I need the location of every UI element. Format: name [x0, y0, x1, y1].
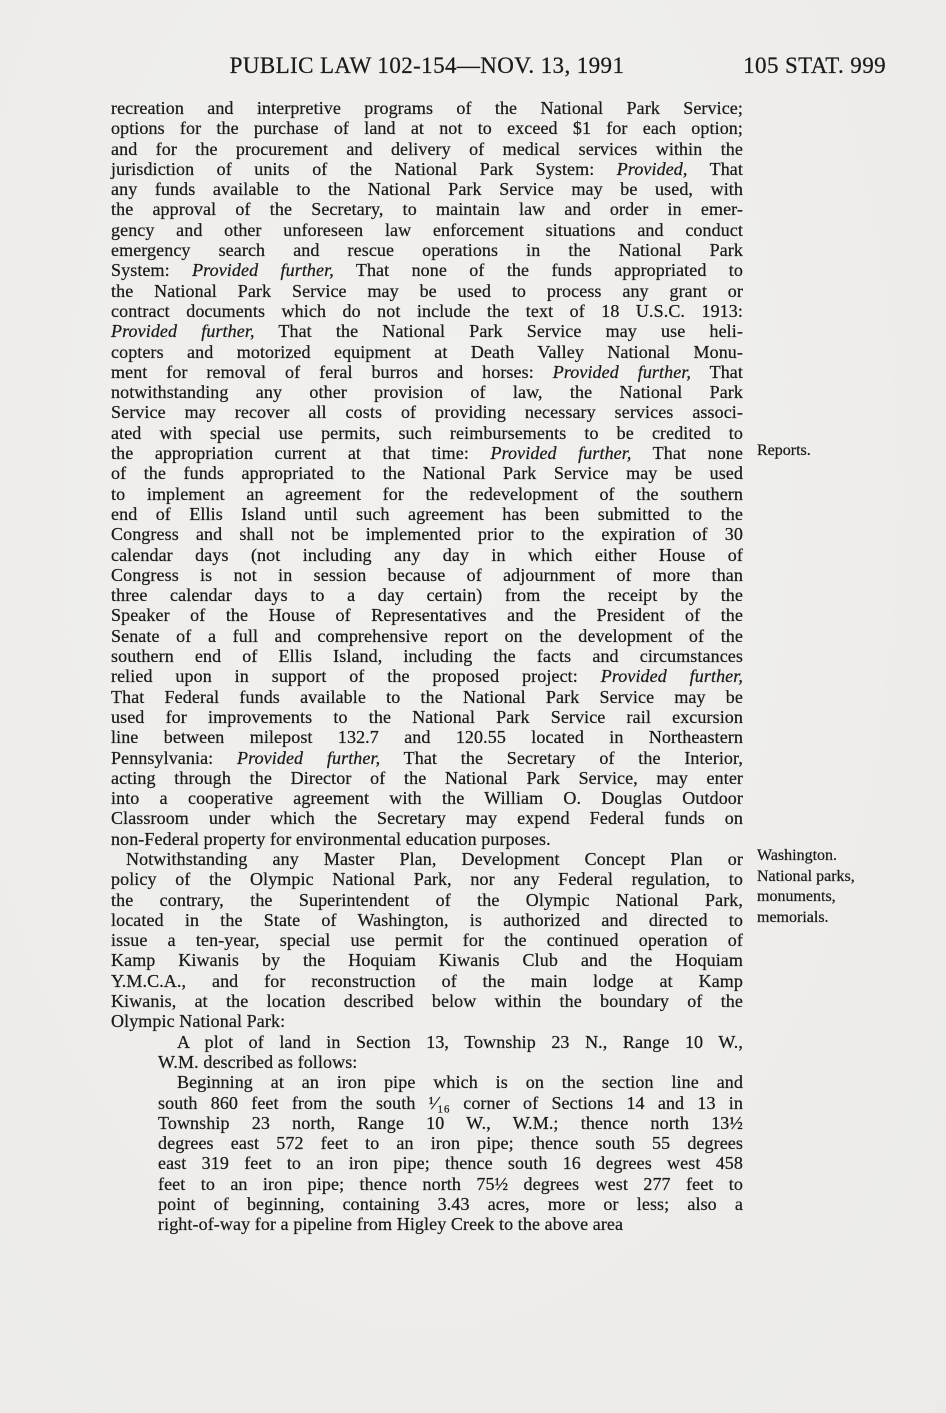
- text-segment: right-of-way for a pipeline from Higley Creek to the above area: [158, 1214, 624, 1235]
- text-line: [111, 423, 743, 443]
- text-segment: three calendar days to a day certain) from the receipt by the: [111, 585, 743, 606]
- text-segment: copters and motorized equipment at Death Valley National Monu-: [111, 341, 743, 362]
- text-segment: point of beginning, containing 3.43 acres, more or less; also a: [158, 1194, 743, 1215]
- text-line: [111, 179, 743, 199]
- text-line: [111, 342, 743, 362]
- text-segment: Congress is not in session because of adjournment of more than: [111, 564, 743, 585]
- text-line: [111, 707, 743, 727]
- text-line: [111, 910, 743, 930]
- margin-note: [757, 441, 889, 462]
- paragraph: [111, 849, 743, 1032]
- text-segment: Service may recover all costs of providing necessary services associ-: [111, 402, 743, 423]
- text-line: [111, 849, 743, 869]
- text-line: [111, 220, 743, 240]
- text-segment: calendar days (not including any day in which either House of: [111, 544, 743, 565]
- paragraph: [158, 1072, 743, 1234]
- text-line: [111, 585, 743, 605]
- text-segment: jurisdiction of units of the National Park System:: [111, 158, 617, 179]
- text-segment: line between milepost 132.7 and 120.55 located in Northeastern: [111, 727, 743, 748]
- text-segment: southern end of Ellis Island, including the facts and circumstances: [111, 646, 743, 667]
- text-line: [111, 545, 743, 565]
- text-line: [111, 829, 743, 849]
- text-line: [158, 1093, 743, 1113]
- text-segment: south 860 feet from the south ¹⁄₁₆ corner of Sections 14 and 13 in: [158, 1092, 743, 1113]
- text-segment: of the funds appropriated to the National Park Service may be used: [111, 463, 743, 484]
- text-line: [111, 240, 743, 260]
- text-line: [111, 788, 743, 808]
- text-line: [111, 139, 743, 159]
- text-segment: emergency search and rescue operations in the National Park: [111, 240, 743, 261]
- text-line: [111, 199, 743, 219]
- text-line: [111, 118, 743, 138]
- text-line: [111, 869, 743, 889]
- text-line: [111, 890, 743, 910]
- text-segment: relied upon in support of the proposed project:: [111, 666, 601, 687]
- text-segment: System:: [111, 260, 193, 281]
- text-line: [111, 402, 743, 422]
- text-line: [111, 565, 743, 585]
- text-line: [111, 484, 743, 504]
- text-segment: options for the purchase of land at not to exceed $1 for each option;: [111, 118, 743, 139]
- text-line: [111, 463, 743, 483]
- text-line: [111, 748, 743, 768]
- text-line: [111, 727, 743, 747]
- page-title: PUBLIC LAW 102-154—NOV. 13, 1991: [229, 53, 625, 78]
- text-segment: Senate of a full and comprehensive report on the development of the: [111, 625, 743, 646]
- text-segment: and for the procurement and delivery of medical services within the: [111, 138, 743, 159]
- text-segment: the National Park Service may be used to process any grant or: [111, 280, 743, 301]
- text-segment: ated with special use permits, such reimbursements to be credited to: [111, 422, 743, 443]
- text-segment: located in the State of Washington, is authorized and directed to: [111, 909, 743, 930]
- text-line: [111, 504, 743, 524]
- text-line: [111, 362, 743, 382]
- text-segment: degrees east 572 feet to an iron pipe; thence south 55 degrees: [158, 1133, 743, 1154]
- text-line: [111, 971, 743, 991]
- text-line: [111, 605, 743, 625]
- text-segment: ment for removal of feral burros and horses:: [111, 361, 553, 382]
- text-segment: Pennsylvania:: [111, 747, 238, 768]
- text-segment: Township 23 north, Range 10 W., W.M.; thence north 13½: [158, 1112, 743, 1133]
- text-line: [111, 281, 743, 301]
- text-line: [111, 666, 743, 686]
- text-segment: recreation and interpretive programs of the National Park Service;: [111, 98, 743, 118]
- text-segment: the contrary, the Superintendent of the Olympic National Park,: [111, 889, 743, 910]
- text-segment: That none of the funds appropriated to: [333, 260, 743, 281]
- text-line: [158, 1194, 743, 1214]
- text-line: [111, 443, 743, 463]
- italic-text: Provided further,: [237, 747, 381, 768]
- italic-text: Provided further,: [552, 361, 692, 382]
- text-segment: Olympic National Park:: [111, 1011, 286, 1032]
- text-line: [111, 646, 743, 666]
- text-line: [111, 524, 743, 544]
- text-segment: W.M. described as follows:: [158, 1051, 358, 1072]
- text-line: [111, 808, 743, 828]
- text-line: [111, 626, 743, 646]
- text-line: [111, 260, 743, 280]
- text-segment: That the National Park Service may use heli-: [254, 321, 743, 342]
- text-segment: Speaker of the House of Representatives and the President of the: [111, 605, 743, 626]
- margin-note-line: Reports.: [757, 442, 811, 459]
- text-line: [111, 1011, 743, 1031]
- text-segment: used for improvements to the National Park Service rail excursion: [111, 706, 743, 727]
- text-segment: end of Ellis Island until such agreement has been submitted to the: [111, 503, 743, 524]
- text-line: [111, 159, 743, 179]
- text-segment: into a cooperative agreement with the William O. Douglas Outdoor: [111, 788, 743, 809]
- text-line: [158, 1032, 743, 1052]
- italic-text: Provided further,: [490, 443, 632, 464]
- text-line: [158, 1052, 743, 1072]
- margin-note-line: Washington.: [757, 847, 838, 864]
- text-segment: That: [687, 158, 743, 179]
- text-segment: notwithstanding any other provision of law, the National Park: [111, 382, 743, 403]
- text-segment: the appropriation current at that time:: [111, 443, 491, 464]
- text-segment: feet to an iron pipe; thence north 75½ degrees west 277 feet to: [158, 1173, 743, 1194]
- text-line: [158, 1072, 743, 1092]
- text-segment: non-Federal property for environmental education purposes.: [111, 828, 551, 849]
- text-segment: That the Secretary of the Interior,: [380, 747, 743, 768]
- text-segment: Congress and shall not be implemented prior to the expiration of 30: [111, 524, 743, 545]
- text-segment: contract documents which do not include the text of 18 U.S.C. 1913:: [111, 300, 743, 321]
- text-segment: the approval of the Secretary, to maintain law and order in emer-: [111, 199, 743, 220]
- text-line: [111, 950, 743, 970]
- italic-text: Provided further,: [111, 321, 255, 342]
- italic-text: Provided further,: [192, 260, 334, 281]
- text-segment: That Federal funds available to the National Park Service may be: [111, 686, 743, 707]
- margin-note: [757, 846, 889, 928]
- text-segment: A plot of land in Section 13, Township 23 N., Range 10 W.,: [177, 1031, 743, 1052]
- text-segment: to implement an agreement for the redevelopment of the southern: [111, 483, 743, 504]
- paragraph: [158, 1032, 743, 1073]
- text-line: [158, 1113, 743, 1133]
- text-segment: Beginning at an iron pipe which is on the section line and: [177, 1072, 743, 1093]
- text-segment: Classroom under which the Secretary may expend Federal funds on: [111, 808, 743, 829]
- margin-note-line: monuments,: [757, 888, 836, 906]
- text-segment: any funds available to the National Park Service may be used, with: [111, 179, 743, 200]
- text-segment: east 319 feet to an iron pipe; thence south 16 degrees west 458: [158, 1153, 743, 1174]
- text-segment: Kiwanis, at the location described below within the boundary of the: [111, 991, 743, 1012]
- text-line: [158, 1133, 743, 1153]
- text-line: [111, 382, 743, 402]
- text-segment: issue a ten-year, special use permit for the continued operation of: [111, 930, 743, 951]
- margin-note-line: memorials.: [757, 908, 829, 926]
- text-line: [111, 991, 743, 1011]
- text-line: [158, 1153, 743, 1173]
- text-segment: Kamp Kiwanis by the Hoquiam Kiwanis Club and the Hoquiam: [111, 950, 743, 971]
- statute-text: [111, 98, 743, 1235]
- statute-page-number: 105 STAT. 999: [743, 53, 886, 78]
- text-line: [111, 930, 743, 950]
- text-segment: acting through the Director of the National Park Service, may enter: [111, 767, 743, 788]
- text-segment: That: [691, 361, 743, 382]
- text-segment: Notwithstanding any Master Plan, Development Concept Plan or: [126, 848, 743, 869]
- text-line: [158, 1214, 743, 1234]
- text-segment: policy of the Olympic National Park, nor any Federal regulation, to: [111, 869, 743, 890]
- italic-text: Provided further,: [600, 666, 743, 687]
- margin-note-line: National parks,: [757, 867, 855, 885]
- text-segment: gency and other unforeseen law enforcement situations and conduct: [111, 219, 743, 240]
- text-line: [111, 321, 743, 341]
- text-segment: Y.M.C.A., and for reconstruction of the main lodge at Kamp: [111, 970, 743, 991]
- text-line: [111, 98, 743, 118]
- text-line: [111, 768, 743, 788]
- text-line: [111, 301, 743, 321]
- text-segment: That none: [631, 443, 743, 464]
- text-line: [111, 687, 743, 707]
- text-line: [158, 1174, 743, 1194]
- italic-text: Provided,: [616, 158, 688, 179]
- paragraph: [111, 98, 743, 849]
